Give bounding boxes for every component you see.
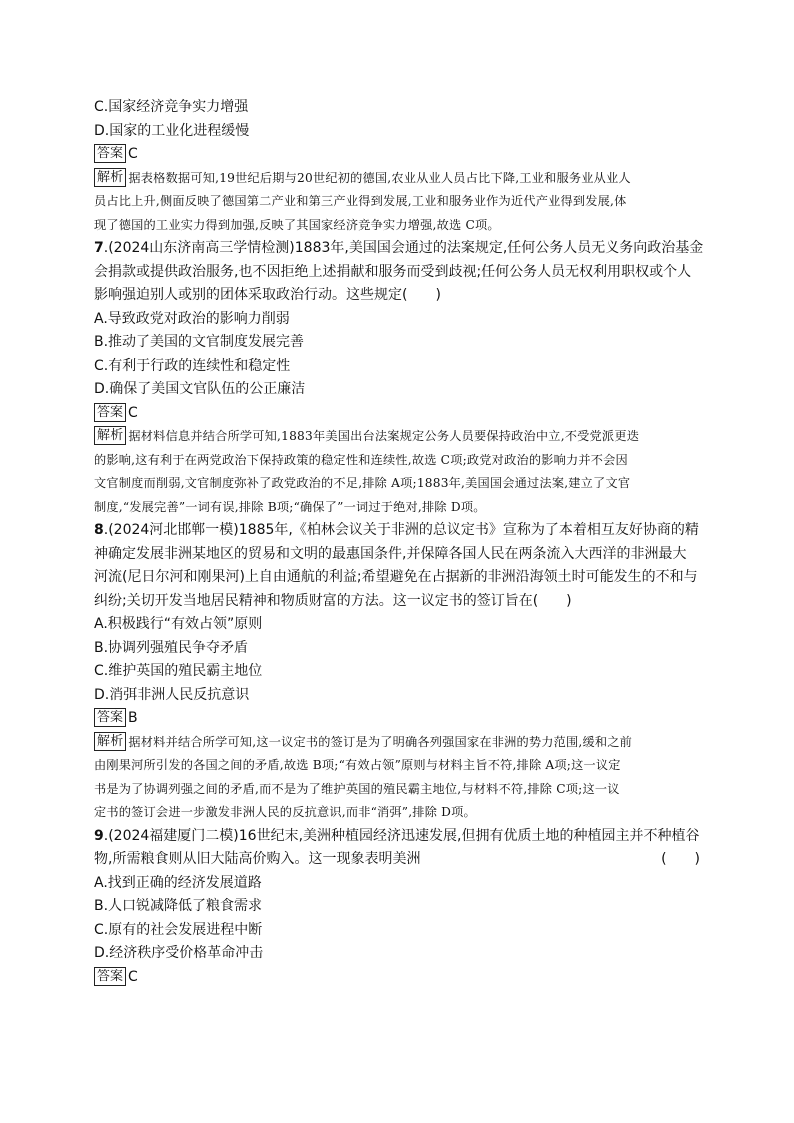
answer-value: C [128,968,138,985]
option-d: D.国家的工业化进程缓慢 [94,122,250,139]
question-stem-line: 神确定发展非洲某地区的贸易和文明的最惠国条件,并保障各国人民在两条流入大西洋的非洲最大 [94,545,687,562]
answer-row [94,402,700,426]
option-a: A.导致政党对政治的影响力削弱 [94,310,290,327]
answer-value: C [128,404,138,421]
explanation-line: 书是为了协调列强之间的矛盾,而不是为了维护英国的殖民霸主地位,与材料不符,排除 C项;这一议 [94,781,620,796]
explanation-tag: 解析 [94,426,126,445]
explanation-tag: 解析 [94,168,126,187]
question-number: 8 [94,522,104,538]
explanation-line: 的影响,这有利于在两党政治下保持政策的稳定性和连续性,故选 C项;政党对政治的影响力并不会因 [94,452,628,467]
question-stem-line: 9.(2024福建厦门二模)16世纪末,美洲种植园经济迅速发展,但拥有优质土地的种植园主并不种植谷 [94,827,700,844]
explanation-line: 现了德国的工业实力得到加强,反映了其国家经济竞争实力增强,故选 C项。 [94,217,500,232]
answer-value: B [128,710,138,726]
question-stem-line: 8.(2024河北邯郸一模)1885年,《柏林会议关于非洲的总议定书》宣称为了本着相互友好协商的精 [94,522,699,538]
answer-tag: 答案 [94,967,126,986]
question-stem-line: 影响强迫别人或别的团体采取政治行动。这些规定( ) [94,287,441,303]
option-d: D.消弭非洲人民反抗意识 [94,686,250,703]
explanation-line: 解析 据材料并结合所学可知,这一议定书的签订是为了明确各列强国家在非洲的势力范围,缓和之前 [94,731,700,755]
question-9 [94,825,700,990]
explanation-line: 员占比上升,侧面反映了德国第二产业和第三产业得到发展,工业和服务业作为近代产业得到发展,体 [94,194,627,208]
option-d: D.经济秩序受价格革命冲击 [94,945,264,961]
answer-tag: 答案 [94,144,126,163]
answer-tag: 答案 [94,403,126,422]
option-c: C.国家经济竞争实力增强 [94,99,249,115]
explanation [94,731,700,825]
answer-row [94,143,700,167]
question-7 [94,237,704,519]
question-stem-line: 会捐款或提供政治服务,也不因拒绝上述捐献和服务而受到歧视;任何公务人员无权利用职权或个人 [94,263,692,280]
question-8 [94,519,700,825]
explanation-line: 定书的签订会进一步激发非洲人民的反抗意识,而非“消弭”,排除 D项。 [94,805,476,819]
option-c: C.有利于行政的连续性和稳定性 [94,357,291,374]
explanation [94,425,700,519]
option-c: C.原有的社会发展进程中断 [94,921,263,938]
explanation-line: 解析 据材料信息并结合所学可知,1883年美国出台法案规定公务人员要保持政治中立,不受党派更迭 [94,425,700,449]
option-c: C.维护英国的殖民霸主地位 [94,663,263,679]
answer-value: C [128,146,138,162]
option-b: B.人口锐减降低了粮食需求 [94,898,263,914]
option-b: B.协调列强殖民争夺矛盾 [94,639,249,656]
option-a: A.积极践行“有效占领”原则 [94,616,263,632]
explanation-line: 解析 据表格数据可知,19世纪后期与20世纪初的德国,农业从业人员占比下降,工业和服务业从业人 [94,167,700,191]
question-number: 7 [94,240,104,256]
question-stem-line: 河流(尼日尔河和刚果河)上自由通航的利益;希望避免在占据新的非洲沿海领土时可能发生的不和与 [94,569,698,585]
question-stem-line: 7.(2024山东济南高三学情检测)1883年,美国国会通过的法案规定,任何公务人员无义务向政治基金 [94,240,704,256]
answer-tag: 答案 [94,708,126,727]
explanation-line: 文官制度而削弱,文官制度弥补了政党政治的不足,排除 A项;1883年,美国国会通过法案,建立了文官 [94,476,631,490]
explanation [94,167,700,238]
page-content [94,96,704,989]
option-a: A.找到正确的经济发展道路 [94,874,262,891]
explanation-tag: 解析 [94,732,126,751]
question-stem-line: 纠纷;关切开发当地居民精神和物质财富的方法。这一议定书的签订旨在( ) [94,592,572,609]
question-number: 9 [94,827,104,844]
question-stem-line: 物,所需粮食则从旧大陆高价购入。这一现象表明美洲 ( ) [94,848,700,872]
answer-row [94,707,700,731]
option-d: D.确保了美国文官队伍的公正廉洁 [94,381,306,397]
explanation-line: 由刚果河所引发的各国之间的矛盾,故选 B项;“有效占领”原则与材料主旨不符,排除 A项;这一议定 [94,758,621,772]
option-b: B.推动了美国的文官制度发展完善 [94,334,305,350]
question-6 [94,96,700,237]
answer-row [94,966,700,990]
explanation-line: 制度,“发展完善”一词有误,排除 B项;“确保了”一词过于绝对,排除 D项。 [94,499,486,514]
answer-bracket: ( ) [661,851,700,867]
